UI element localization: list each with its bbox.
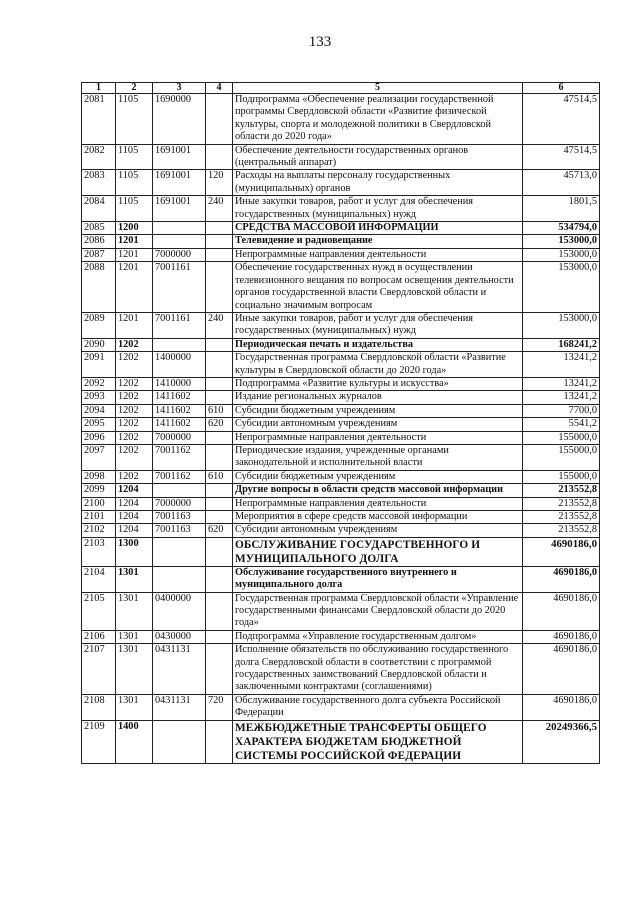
amount: 47514,5 [523,144,600,170]
target-code: 7001162 [153,470,206,483]
amount: 7700,0 [523,404,600,417]
section-code: 1105 [116,94,153,145]
item-name: Исполнение обязательств по обслуживанию государственного долга Свердловской области в соответствии с программой государственных заимствований Свердловской области и заключенными контрактами (соглашениями) [233,644,523,695]
expense-type [206,592,233,630]
table-row [82,630,600,643]
item-name: Обеспечение государственных нужд в осуществлении телевизионного вещания по вопросам освещения деятельности органов государственной власти Свердловской области и социально значимым вопросам [233,262,523,313]
table-row [82,312,600,338]
header-col-6: 6 [523,83,600,94]
target-code [153,222,206,235]
table-row [82,470,600,483]
row-number: 2099 [82,484,116,497]
item-name: Обеспечение деятельности государственных органов (центральный аппарат) [233,144,523,170]
section-code: 1202 [116,470,153,483]
table-row [82,644,600,695]
table-row [82,431,600,444]
target-code: 1400000 [153,352,206,378]
header-col-3: 3 [153,83,206,94]
expense-type [206,644,233,695]
item-name: Периодическая печать и издательства [233,338,523,351]
amount: 153000,0 [523,312,600,338]
row-number: 2105 [82,592,116,630]
amount: 4690186,0 [523,537,600,566]
target-code [153,720,206,763]
expense-type [206,566,233,592]
section-code: 1201 [116,262,153,313]
expense-type: 610 [206,470,233,483]
amount: 213552,8 [523,511,600,524]
target-code: 1411602 [153,404,206,417]
row-number: 2096 [82,431,116,444]
row-number: 2083 [82,170,116,196]
target-code: 1691001 [153,144,206,170]
amount: 4690186,0 [523,644,600,695]
item-name: Субсидии бюджетным учреждениям [233,470,523,483]
item-name: СРЕДСТВА МАССОВОЙ ИНФОРМАЦИИ [233,222,523,235]
header-col-1: 1 [82,83,116,94]
table-row [82,222,600,235]
target-code: 0400000 [153,592,206,630]
table-row [82,418,600,431]
section-code: 1301 [116,592,153,630]
target-code: 0430000 [153,630,206,643]
section-code: 1301 [116,566,153,592]
section-code: 1204 [116,524,153,537]
table-row [82,720,600,763]
amount: 13241,2 [523,352,600,378]
amount: 213552,8 [523,524,600,537]
row-number: 2100 [82,497,116,510]
row-number: 2109 [82,720,116,763]
section-code: 1400 [116,720,153,763]
target-code: 7001163 [153,511,206,524]
amount: 153000,0 [523,262,600,313]
table-row [82,592,600,630]
row-number: 2103 [82,537,116,566]
item-name: Расходы на выплаты персоналу государственных (муниципальных) органов [233,170,523,196]
expense-type: 620 [206,418,233,431]
target-code [153,566,206,592]
section-code: 1201 [116,248,153,261]
section-code: 1204 [116,497,153,510]
row-number: 2089 [82,312,116,338]
expense-type: 620 [206,524,233,537]
expense-type: 610 [206,404,233,417]
section-code: 1204 [116,484,153,497]
expense-type: 120 [206,170,233,196]
target-code: 1690000 [153,94,206,145]
target-code: 7000000 [153,497,206,510]
target-code: 1410000 [153,377,206,390]
item-name: Государственная программа Свердловской области «Развитие культуры в Свердловской области до 2020 года» [233,352,523,378]
target-code: 7000000 [153,431,206,444]
amount: 4690186,0 [523,694,600,720]
section-code: 1202 [116,404,153,417]
row-number: 2093 [82,391,116,404]
target-code [153,235,206,248]
table-row [82,511,600,524]
row-number: 2107 [82,644,116,695]
header-col-2: 2 [116,83,153,94]
amount: 13241,2 [523,377,600,390]
item-name: Другие вопросы в области средств массовой информации [233,484,523,497]
section-code: 1301 [116,694,153,720]
table-row [82,377,600,390]
table-row [82,391,600,404]
item-name: ОБСЛУЖИВАНИЕ ГОСУДАРСТВЕННОГО И МУНИЦИПАЛЬНОГО ДОЛГА [233,537,523,566]
amount: 13241,2 [523,391,600,404]
expense-type: 240 [206,312,233,338]
section-code: 1204 [116,511,153,524]
target-code: 1691001 [153,196,206,222]
expense-type [206,511,233,524]
expense-type [206,94,233,145]
budget-table [81,82,600,764]
item-name: Издание региональных журналов [233,391,523,404]
expense-type [206,391,233,404]
item-name: Подпрограмма «Обеспечение реализации государственной программы Свердловской области «Развитие физической культуры, спорта и молодежной политики в Свердловской области до 2020 года» [233,94,523,145]
expense-type [206,484,233,497]
page-number: 133 [308,34,332,50]
amount: 155000,0 [523,431,600,444]
item-name: Обслуживание государственного долга субъекта Российской Федерации [233,694,523,720]
table-header-row [82,83,600,94]
expense-type [206,431,233,444]
expense-type [206,248,233,261]
item-name: Государственная программа Свердловской области «Управление государственными финансами Свердловской области до 2020 года» [233,592,523,630]
amount: 47514,5 [523,94,600,145]
item-name: МЕЖБЮДЖЕТНЫЕ ТРАНСФЕРТЫ ОБЩЕГО ХАРАКТЕРА БЮДЖЕТАМ БЮДЖЕТНОЙ СИСТЕМЫ РОССИЙСКОЙ ФЕДЕРАЦИИ [233,720,523,763]
amount: 5541,2 [523,418,600,431]
amount: 153000,0 [523,235,600,248]
section-code: 1202 [116,377,153,390]
row-number: 2098 [82,470,116,483]
expense-type [206,537,233,566]
section-code: 1202 [116,444,153,470]
amount: 4690186,0 [523,566,600,592]
section-code: 1200 [116,222,153,235]
section-code: 1202 [116,352,153,378]
header-col-5: 5 [233,83,523,94]
target-code: 1411602 [153,418,206,431]
target-code: 7001162 [153,444,206,470]
expense-type [206,262,233,313]
item-name: Иные закупки товаров, работ и услуг для обеспечения государственных (муниципальных) нужд [233,196,523,222]
section-code: 1105 [116,170,153,196]
table-row [82,537,600,566]
target-code [153,484,206,497]
section-code: 1202 [116,338,153,351]
amount: 155000,0 [523,470,600,483]
table-row [82,235,600,248]
table-row [82,404,600,417]
item-name: Обслуживание государственного внутреннего и муниципального долга [233,566,523,592]
section-code: 1202 [116,418,153,431]
item-name: Субсидии автономным учреждениям [233,418,523,431]
amount: 4690186,0 [523,630,600,643]
target-code: 7001161 [153,262,206,313]
row-number: 2106 [82,630,116,643]
section-code: 1105 [116,144,153,170]
row-number: 2085 [82,222,116,235]
expense-type [206,222,233,235]
target-code: 7001161 [153,312,206,338]
table-row [82,524,600,537]
section-code: 1202 [116,431,153,444]
table-row [82,144,600,170]
item-name: Периодические издания, учрежденные органами законодательной и исполнительной власти [233,444,523,470]
table-row [82,94,600,145]
section-code: 1301 [116,644,153,695]
table-row [82,566,600,592]
item-name: Непрограммные направления деятельности [233,248,523,261]
item-name: Непрограммные направления деятельности [233,497,523,510]
table-row [82,352,600,378]
item-name: Подпрограмма «Управление государственным долгом» [233,630,523,643]
item-name: Субсидии бюджетным учреждениям [233,404,523,417]
table-row [82,444,600,470]
row-number: 2092 [82,377,116,390]
item-name: Телевидение и радиовещание [233,235,523,248]
target-code [153,537,206,566]
section-code: 1202 [116,391,153,404]
amount: 1801,5 [523,196,600,222]
amount: 153000,0 [523,248,600,261]
table-row [82,694,600,720]
expense-type: 240 [206,196,233,222]
amount: 213552,8 [523,497,600,510]
row-number: 2081 [82,94,116,145]
row-number: 2090 [82,338,116,351]
target-code: 7000000 [153,248,206,261]
section-code: 1201 [116,312,153,338]
item-name: Субсидии автономным учреждениям [233,524,523,537]
table-row [82,484,600,497]
row-number: 2086 [82,235,116,248]
table-row [82,170,600,196]
expense-type [206,352,233,378]
expense-type [206,630,233,643]
expense-type [206,444,233,470]
table-row [82,338,600,351]
row-number: 2101 [82,511,116,524]
item-name: Непрограммные направления деятельности [233,431,523,444]
amount: 4690186,0 [523,592,600,630]
expense-type: 720 [206,694,233,720]
amount: 534794,0 [523,222,600,235]
target-code [153,338,206,351]
row-number: 2108 [82,694,116,720]
table-row [82,196,600,222]
item-name: Подпрограмма «Развитие культуры и искусства» [233,377,523,390]
row-number: 2088 [82,262,116,313]
row-number: 2097 [82,444,116,470]
expense-type [206,235,233,248]
section-code: 1300 [116,537,153,566]
table-row [82,248,600,261]
expense-type [206,377,233,390]
section-code: 1201 [116,235,153,248]
table-row [82,497,600,510]
amount: 20249366,5 [523,720,600,763]
expense-type [206,720,233,763]
section-code: 1105 [116,196,153,222]
target-code: 1411602 [153,391,206,404]
target-code: 0431131 [153,694,206,720]
section-code: 1301 [116,630,153,643]
item-name: Иные закупки товаров, работ и услуг для обеспечения государственных (муниципальных) нужд [233,312,523,338]
row-number: 2102 [82,524,116,537]
expense-type [206,497,233,510]
header-col-4: 4 [206,83,233,94]
row-number: 2084 [82,196,116,222]
amount: 168241,2 [523,338,600,351]
row-number: 2082 [82,144,116,170]
target-code: 0431131 [153,644,206,695]
row-number: 2095 [82,418,116,431]
expense-type [206,144,233,170]
amount: 45713,0 [523,170,600,196]
row-number: 2094 [82,404,116,417]
target-code: 1691001 [153,170,206,196]
amount: 213552,8 [523,484,600,497]
expense-type [206,338,233,351]
target-code: 7001163 [153,524,206,537]
table-row [82,262,600,313]
row-number: 2104 [82,566,116,592]
row-number: 2087 [82,248,116,261]
amount: 155000,0 [523,444,600,470]
item-name: Мероприятия в сфере средств массовой информации [233,511,523,524]
row-number: 2091 [82,352,116,378]
